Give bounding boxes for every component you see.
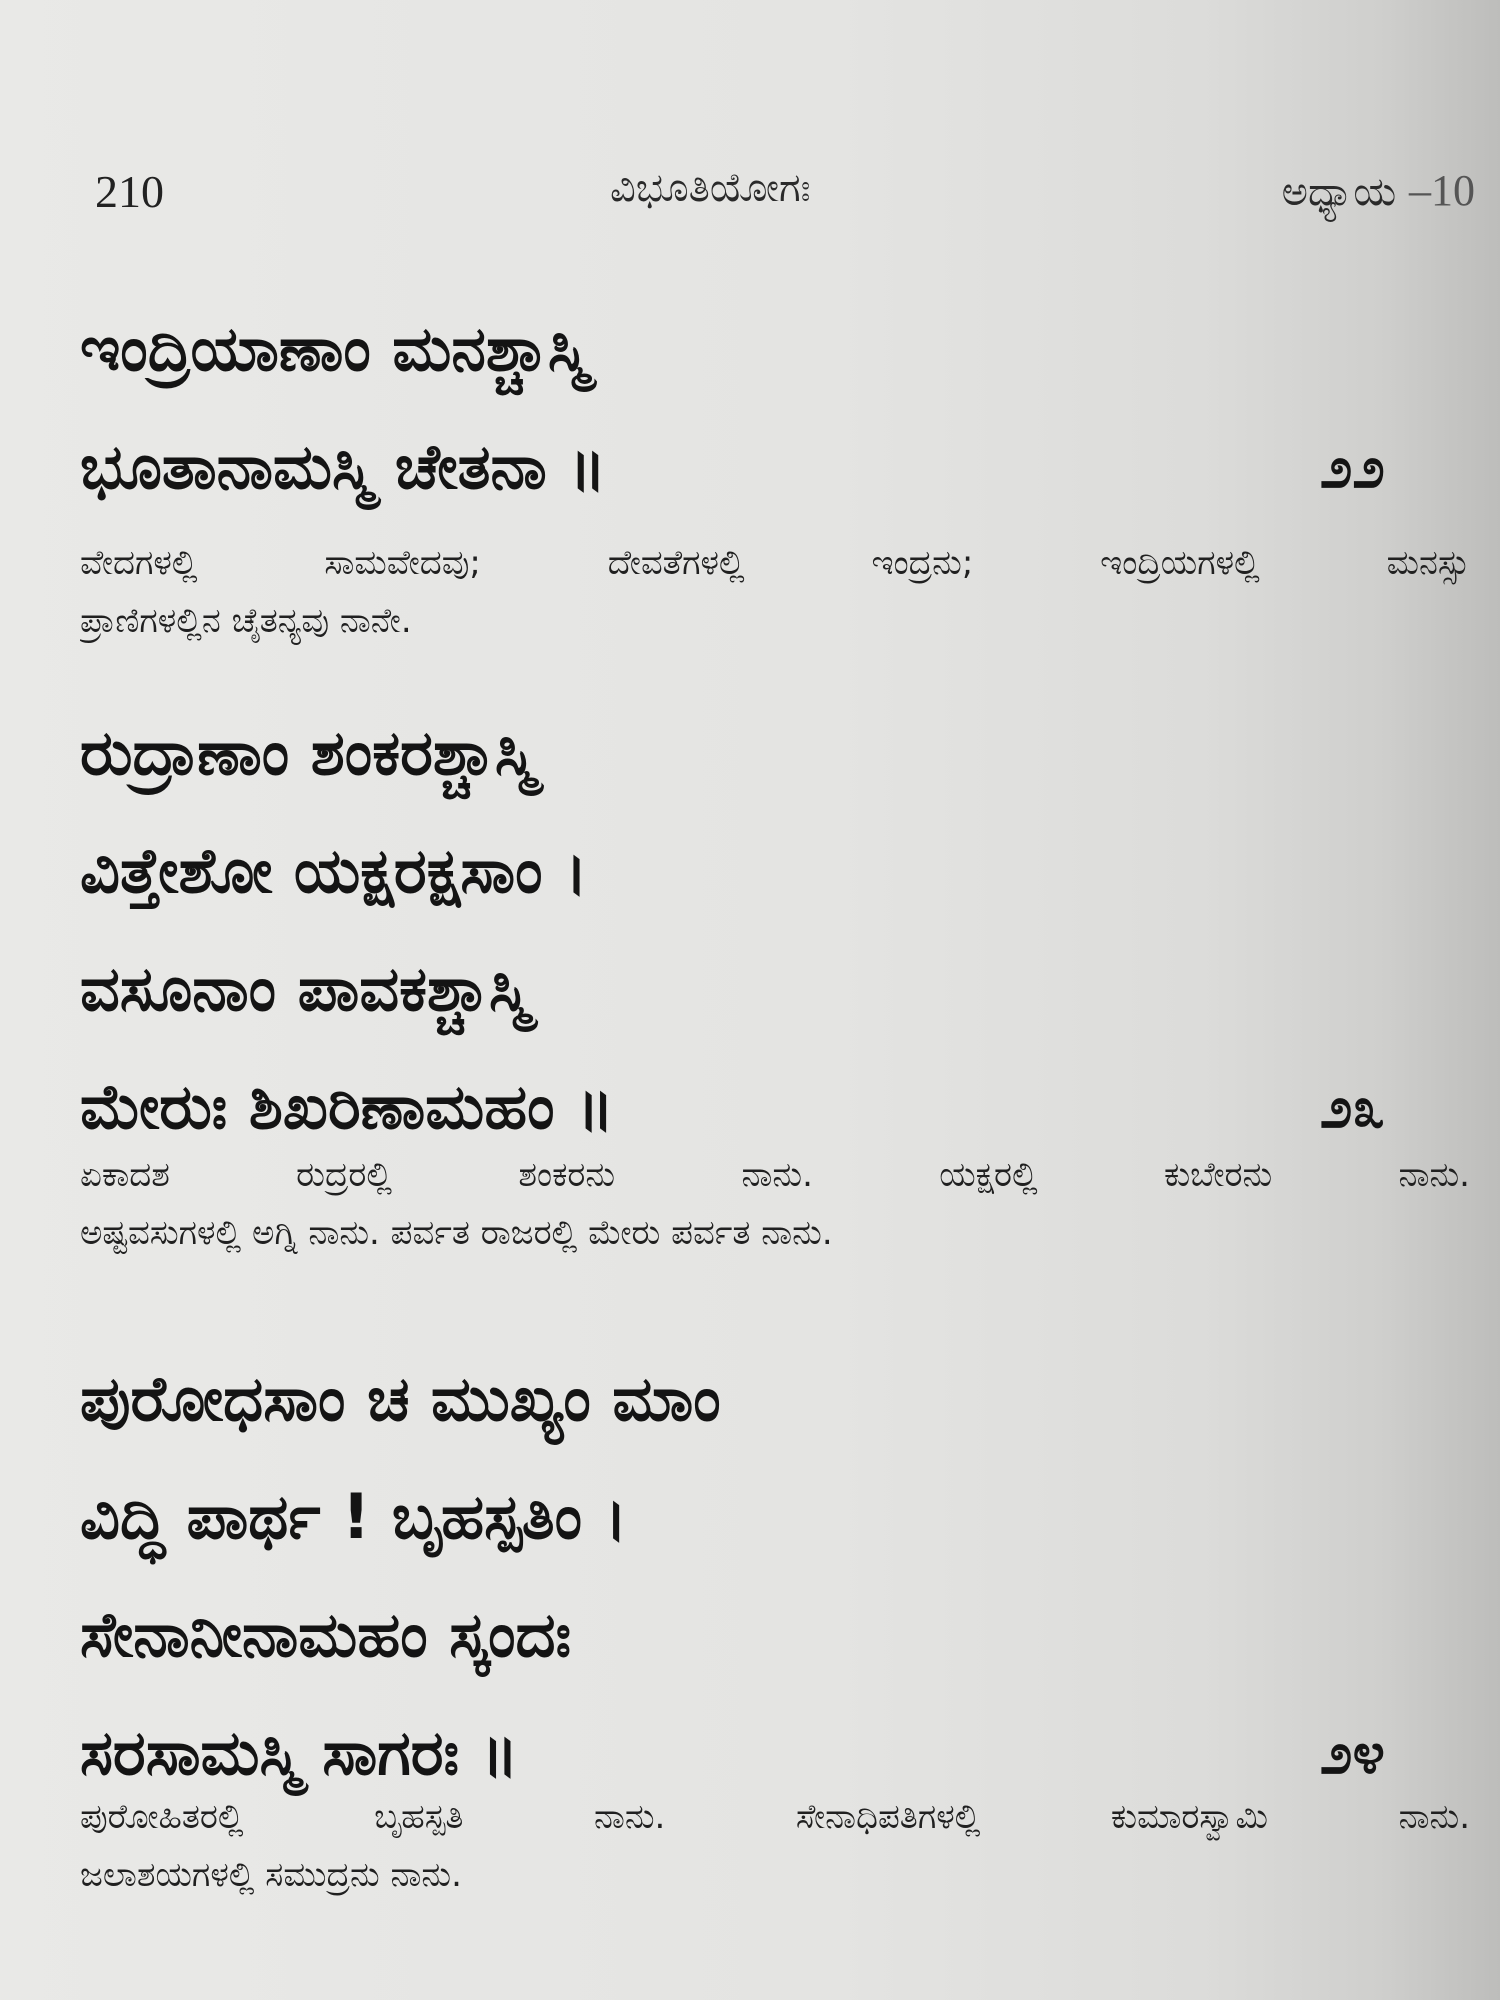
verse-23-meaning xyxy=(80,1146,1470,1262)
running-head xyxy=(95,165,1475,225)
section-title: ವಿಭೂತಿಯೋಗಃ xyxy=(610,165,811,211)
meaning-line: ಜಲಾಶಯಗಳಲ್ಲಿ ಸಮುದ್ರನು ನಾನು. xyxy=(80,1855,462,1895)
verse-number: ೨೩ xyxy=(1320,1073,1385,1141)
chapter-number: –10 xyxy=(1409,166,1475,215)
verse-line: ರುದ್ರಾಣಾಂ ಶಂಕರಶ್ಚಾಸ್ಮಿ xyxy=(80,716,537,789)
meaning-line: ಪುರೋಹಿತರಲ್ಲಿ ಬೃಹಸ್ಪತಿ ನಾನು. ಸೇನಾಧಿಪತಿಗಳಲ್ಲಿ ಕುಮಾರಸ್ವಾಮಿ ನಾನು. xyxy=(80,1797,1470,1837)
verse-line: ಸೇನಾನೀನಾಮಹಂ ಸ್ಕಂದಃ xyxy=(80,1598,572,1671)
page-number: 210 xyxy=(95,166,164,217)
verse-line-text: ಸರಸಾಮಸ್ಮಿ ಸಾಗರಃ ॥ xyxy=(80,1716,519,1789)
chapter-word: ಅಧ್ಯಾಯ xyxy=(1281,169,1397,215)
verse-number: ೨೪ xyxy=(1320,1719,1385,1787)
verse-24 xyxy=(80,1362,1385,1840)
verse-line: ಪುರೋಧಸಾಂ ಚ ಮುಖ್ಯಂ ಮಾಂ xyxy=(80,1362,721,1435)
verse-line-text: ಭೂತಾನಾಮಸ್ಮಿ ಚೇತನಾ ॥ xyxy=(80,430,607,503)
verse-number: ೨೨ xyxy=(1320,433,1385,501)
verse-line: ಇಂದ್ರಿಯಾಣಾಂ ಮನಶ್ಚಾಸ್ಮಿ xyxy=(80,312,590,385)
meaning-line: ಪ್ರಾಣಿಗಳಲ್ಲಿನ ಚೈತನ್ಯವು ನಾನೇ. xyxy=(80,601,412,641)
verse-line-text: ಮೇರುಃ ಶಿಖರಿಣಾಮಹಂ ॥ xyxy=(80,1070,615,1143)
verse-22-meaning xyxy=(80,534,1470,650)
chapter-label xyxy=(1282,165,1475,216)
verse-22 xyxy=(80,312,1385,554)
verse-line: ವಿತ್ತೇಶೋ ಯಕ್ಷರಕ್ಷಸಾಂ । xyxy=(80,834,588,907)
meaning-line: ವೇದಗಳಲ್ಲಿ ಸಾಮವೇದವು; ದೇವತೆಗಳಲ್ಲಿ ಇಂದ್ರನು; ಇಂದ್ರಿಯಗಳಲ್ಲಿ ಮನಸ್ಸು xyxy=(80,543,1470,583)
verse-line: ವಸೂನಾಂ ಪಾವಕಶ್ಚಾಸ್ಮಿ xyxy=(80,952,531,1025)
verse-24-meaning xyxy=(80,1788,1470,1904)
verse-line: ವಿದ್ಧಿ ಪಾರ್ಥ ! ಬೃಹಸ್ಪತಿಂ । xyxy=(80,1480,628,1553)
meaning-line: ಏಕಾದಶ ರುದ್ರರಲ್ಲಿ ಶಂಕರನು ನಾನು. ಯಕ್ಷರಲ್ಲಿ ಕುಬೇರನು ನಾನು. xyxy=(80,1155,1470,1195)
meaning-line: ಅಷ್ಟವಸುಗಳಲ್ಲಿ ಅಗ್ನಿ ನಾನು. ಪರ್ವತ ರಾಜರಲ್ಲಿ ಮೇರು ಪರ್ವತ ನಾನು. xyxy=(80,1213,833,1253)
verse-23 xyxy=(80,716,1385,1194)
